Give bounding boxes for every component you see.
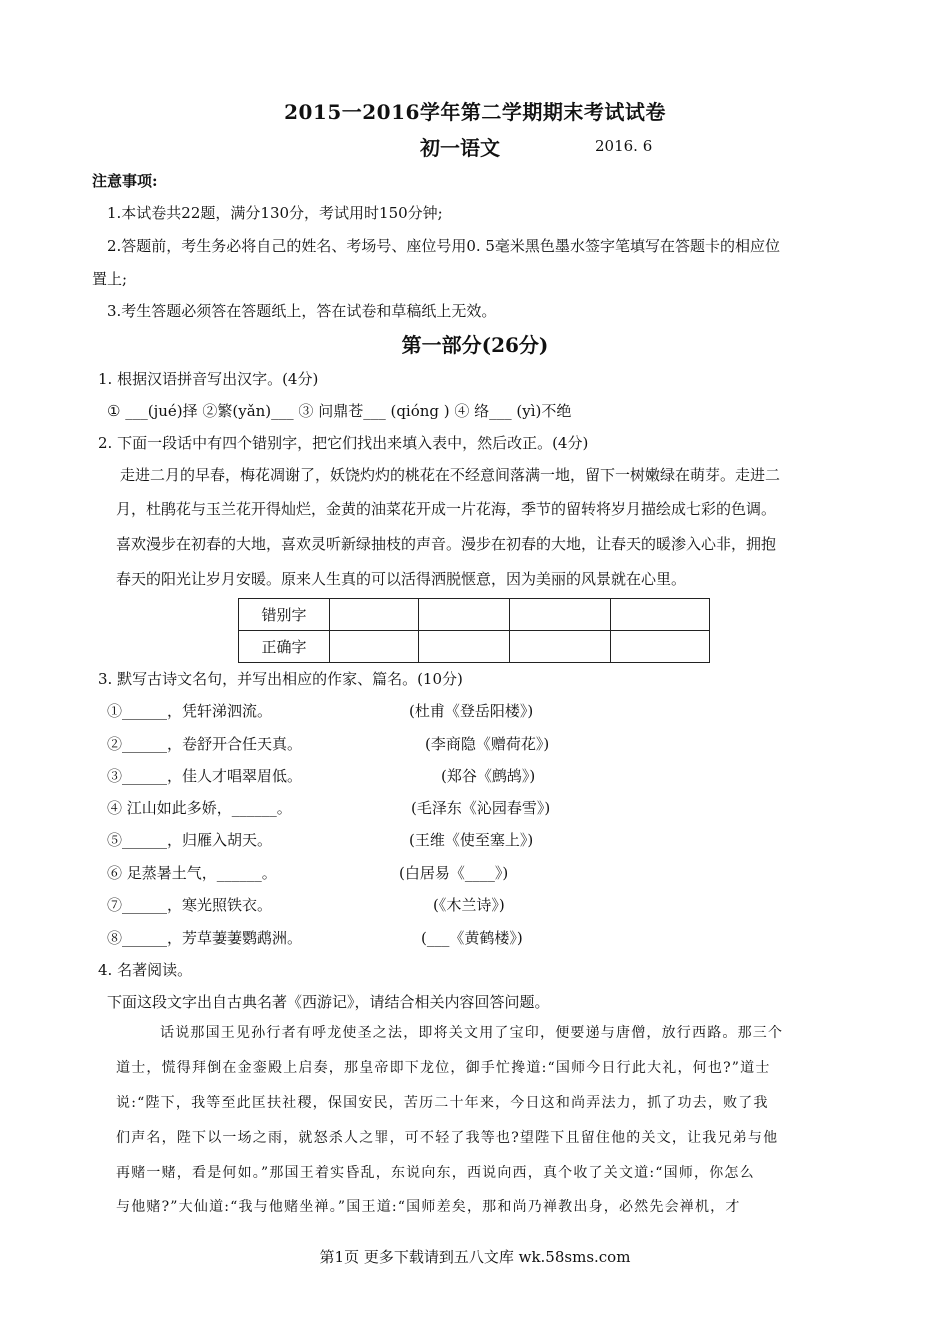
- q4-stem: 4. 名著阅读。: [98, 961, 193, 979]
- answer-cell[interactable]: [330, 599, 419, 631]
- table-row: [239, 599, 710, 631]
- q4-passage-line-4: 们声名，陛下以一场之雨，就怒杀人之罪，可不轻了我等也?望陛下且留住他的关文，让我兄弟与他: [116, 1130, 779, 1146]
- page-footer: 第1页 更多下载请到五八文库 wk.58sms.com: [319, 1248, 631, 1266]
- poem-line: [107, 765, 707, 785]
- correct-row-label: 正确字: [239, 631, 330, 663]
- answer-cell[interactable]: [419, 631, 510, 663]
- poem-line: [107, 700, 707, 720]
- q2-passage-line-4: 春天的阳光让岁月安暖。原来人生真的可以活得洒脱惬意，因为美丽的风景就在心里。: [116, 570, 687, 588]
- poem-source: (___《黄鹤楼》): [421, 929, 523, 947]
- exam-date: 2016. 6: [595, 137, 653, 155]
- q2-passage-line-3: 喜欢漫步在初春的大地，喜欢灵听新绿抽枝的声音。漫步在初春的大地，让春天的暖渗入心非，拥抱: [116, 535, 777, 553]
- poem-line: [107, 797, 707, 817]
- answer-cell[interactable]: [611, 599, 710, 631]
- poem-text: ⑧______，芳草萋萋鹦鹉洲。: [107, 929, 303, 947]
- poem-line: [107, 829, 707, 849]
- q3-stem: 3. 默写古诗文名句，并写出相应的作家、篇名。(10分): [98, 670, 463, 688]
- q4-passage-line-3: 说:“陛下，我等至此匡扶社稷，保国安民，苦历二十年来，今日这和尚弄法力，抓了功去，败了我: [116, 1095, 769, 1111]
- notice-heading: 注意事项:: [92, 172, 158, 190]
- q2-stem: 2. 下面一段话中有四个错别字，把它们找出来填入表中，然后改正。(4分): [98, 434, 589, 452]
- q4-passage-line-6: 与他赌?”大仙道:“我与他赌坐禅。”国王道:“国师差矣，那和尚乃禅教出身，必然先会禅机，才: [116, 1199, 741, 1215]
- notice-item-3: 3.考生答题必须答在答题纸上，答在试卷和草稿纸上无效。: [107, 302, 497, 320]
- answer-cell[interactable]: [419, 599, 510, 631]
- notice-item-2-cont: 置上;: [92, 270, 128, 288]
- exam-subject: 初一语文: [420, 136, 500, 160]
- poem-source: (毛泽东《沁园春雪》): [411, 799, 551, 817]
- poem-line: [107, 862, 707, 882]
- poem-text: ⑥ 足蒸暑土气，______。: [107, 864, 277, 882]
- poem-source: (杜甫《登岳阳楼》): [409, 702, 534, 720]
- poem-line: [107, 894, 707, 914]
- notice-item-1: 1.本试卷共22题，满分130分，考试用时150分钟;: [107, 204, 443, 222]
- poem-text: ⑤______，归雁入胡天。: [107, 831, 273, 849]
- poem-text: ⑦______，寒光照铁衣。: [107, 896, 273, 914]
- poem-source: (《木兰诗》): [433, 896, 505, 914]
- poem-source: (郑谷《鹧鸪》): [441, 767, 536, 785]
- poem-source: (白居易《____》): [399, 864, 509, 882]
- poem-text: ①______，凭轩涕泗流。: [107, 702, 273, 720]
- exam-title: 2015一2016学年第二学期期末考试试卷: [284, 100, 666, 124]
- q2-passage-line-2: 月，杜鹃花与玉兰花开得灿烂，金黄的油菜花开成一片花海，季节的留转将岁月描绘成七彩的色调。: [116, 500, 777, 518]
- poem-text: ②______，卷舒开合任天真。: [107, 735, 303, 753]
- answer-cell[interactable]: [611, 631, 710, 663]
- q4-passage-line-5: 再赌一赌，看是何如。”那国王着实昏乱，东说向东，西说向西，真个收了关文道:“国师，你怎么: [116, 1165, 755, 1181]
- poem-text: ③______，佳人才唱翠眉低。: [107, 767, 303, 785]
- table-row: [239, 631, 710, 663]
- answer-cell[interactable]: [510, 599, 611, 631]
- q4-intro: 下面这段文字出自古典名著《西游记》，请结合相关内容回答问题。: [107, 993, 550, 1011]
- q2-passage-line-1: 走进二月的早春，梅花凋谢了，妖饶灼灼的桃花在不经意间落满一地，留下一树嫩绿在萌芽。走进二: [120, 466, 781, 484]
- q1-stem: 1. 根据汉语拼音写出汉字。(4分): [98, 370, 319, 388]
- q4-passage-line-2: 道士，慌得拜倒在金銮殿上启奏，那皇帝即下龙位，御手忙搀道:“国师今日行此大礼，何也?”道士: [116, 1060, 771, 1076]
- poem-source: (王维《使至塞上》): [409, 831, 534, 849]
- poem-source: (李商隐《赠荷花》): [425, 735, 550, 753]
- poem-line: [107, 927, 707, 947]
- typo-answer-table: [238, 598, 710, 663]
- q4-passage-line-1: 话说那国王见孙行者有呼龙使圣之法，即将关文用了宝印，便要递与唐僧，放行西路。那三个: [160, 1025, 784, 1041]
- answer-cell[interactable]: [510, 631, 611, 663]
- q1-items: ① ___(jué)择 ②繁(yǎn)___ ③ 问鼎苍___ (qióng ) ④ 络___ (yì)不绝: [107, 402, 572, 420]
- answer-cell[interactable]: [330, 631, 419, 663]
- notice-item-2: 2.答题前，考生务必将自己的姓名、考场号、座位号用0. 5毫米黑色墨水签字笔填写在答题卡的相应位: [107, 237, 780, 255]
- poem-line: [107, 733, 707, 753]
- poem-text: ④ 江山如此多娇，______。: [107, 799, 292, 817]
- part1-title: 第一部分(26分): [401, 333, 549, 357]
- typo-row-label: 错别字: [239, 599, 330, 631]
